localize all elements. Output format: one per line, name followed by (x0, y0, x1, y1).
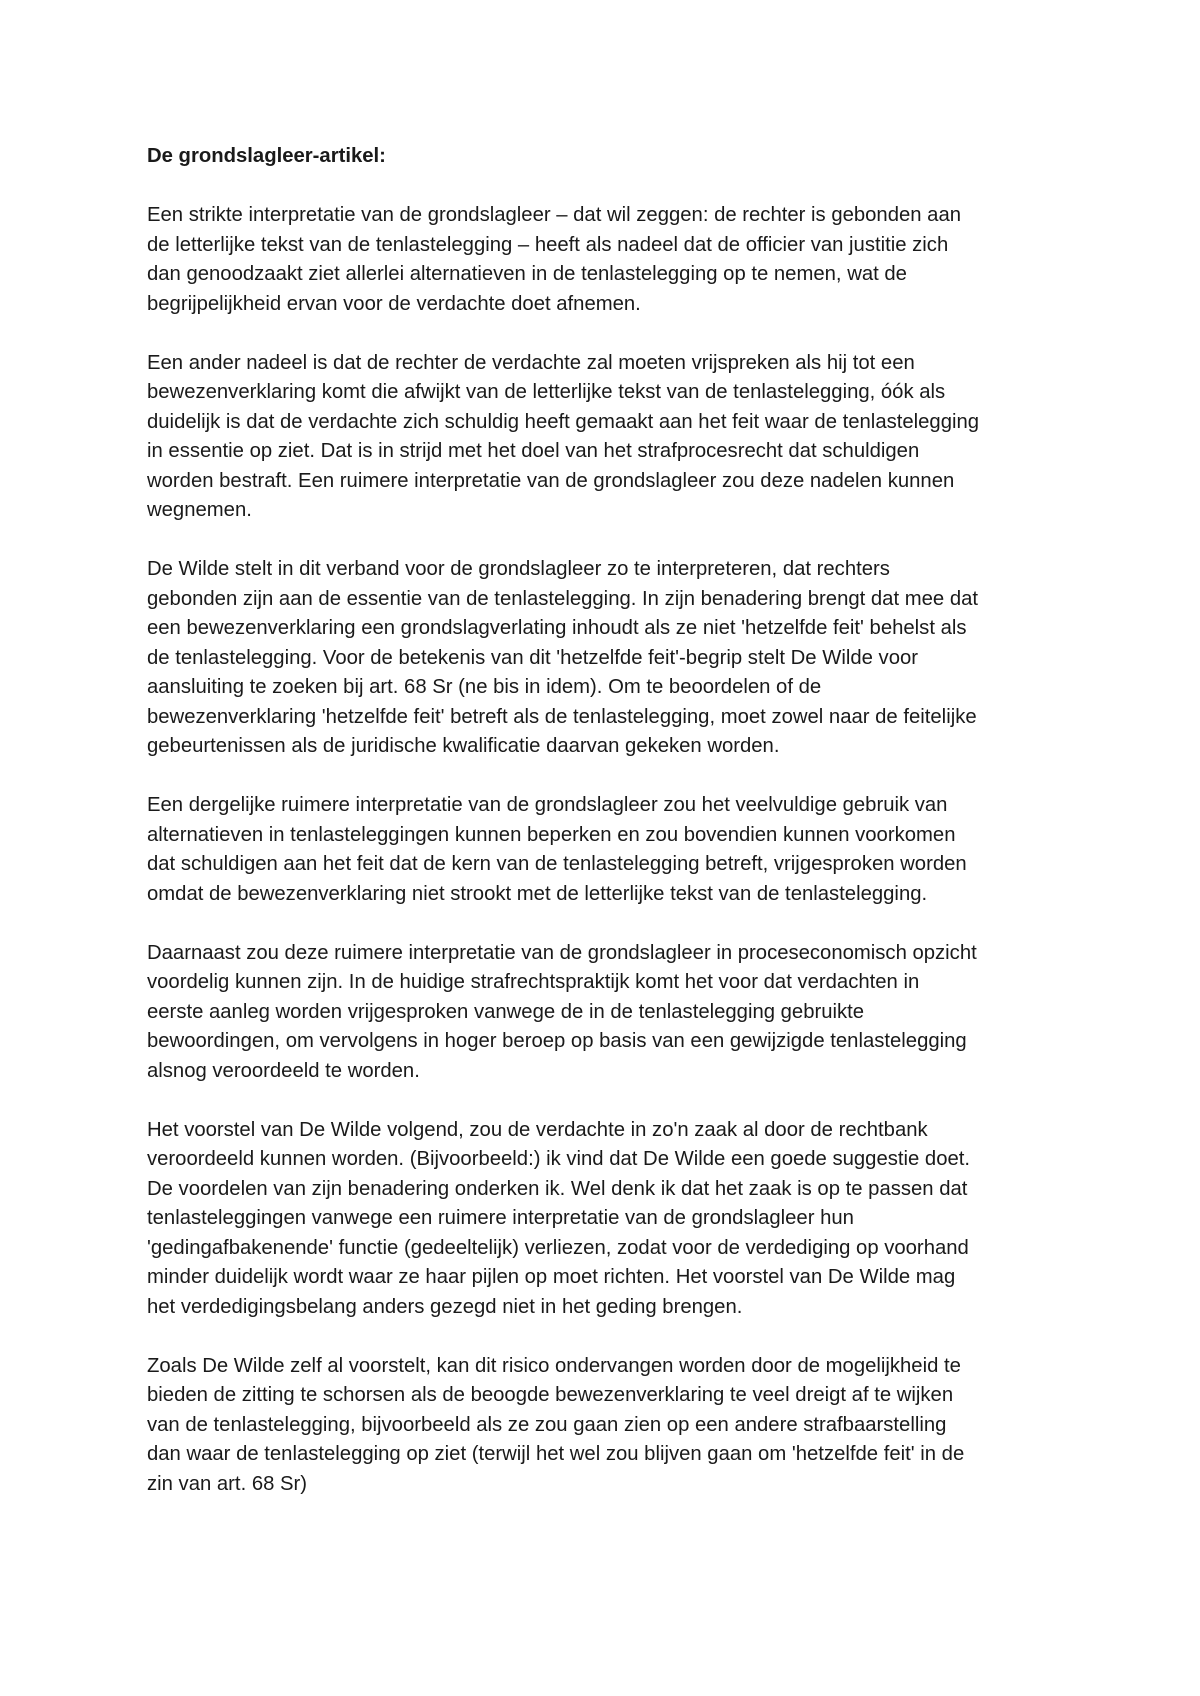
paragraph-line: het verdedigingsbelang anders gezegd niet in het geding brengen. (147, 1295, 743, 1318)
paragraph-line: bewezenverklaring komt die afwijkt van de letterlijke tekst van de tenlastelegging, óók als (147, 381, 946, 403)
paragraph-line: de letterlijke tekst van de tenlastelegging – heeft als nadeel dat de officier van justitie zich (147, 233, 949, 256)
paragraph-line: worden bestraft. Een ruimere interpretatie van de grondslagleer zou deze nadelen kunnen (147, 469, 955, 492)
paragraph-line: een bewezenverklaring een grondslagverlating inhoudt als ze niet 'hetzelfde feit' behelst als (147, 617, 967, 639)
paragraph-line: eerste aanleg worden vrijgesproken vanwege de in de tenlastelegging gebruikte (147, 1000, 865, 1023)
paragraph-line: aansluiting te zoeken bij art. 68 Sr (ne bis in idem). Om te beoordelen of de (147, 676, 822, 698)
document-heading: De grondslagleer-artikel: (147, 145, 386, 167)
paragraph-line: 'gedingafbakenende' functie (gedeeltelijk) verliezen, zodat voor de verdediging op voorhand (147, 1236, 969, 1259)
paragraph-line: in essentie op ziet. Dat is in strijd met het doel van het strafprocesrecht dat schuldigen (147, 440, 920, 462)
paragraph-line: duidelijk is dat de verdachte zich schuldig heeft gemaakt aan het feit waar de tenlastelegging (147, 410, 980, 433)
paragraph (147, 791, 1077, 909)
paragraph-list (147, 201, 1077, 1499)
paragraph-line: bewoordingen, om vervolgens in hoger beroep op basis van een gewijzigde tenlastelegging (147, 1030, 967, 1052)
paragraph-line: zin van art. 68 Sr) (147, 1472, 308, 1495)
paragraph-line: begrijpelijkheid ervan voor de verdachte doet afnemen. (147, 292, 641, 315)
paragraph-line: Zoals De Wilde zelf al voorstelt, kan dit risico ondervangen worden door de mogelijkheid te (147, 1354, 961, 1377)
paragraph (147, 201, 1077, 319)
paragraph (147, 555, 1077, 762)
paragraph-line: bieden de zitting te schorsen als de beoogde bewezenverklaring te veel dreigt af te wijken (147, 1384, 954, 1406)
paragraph-line: gebonden zijn aan de essentie van de tenlastelegging. In zijn benadering brengt dat mee dat (147, 587, 979, 610)
paragraph-line: de tenlastelegging. Voor de betekenis van dit 'hetzelfde feit'-begrip stelt De Wilde voor (147, 646, 919, 669)
paragraph-line: minder duidelijk wordt waar ze haar pijlen op moet richten. Het voorstel van De Wilde mag (147, 1266, 956, 1288)
paragraph-line: veroordeeld kunnen worden. (Bijvoorbeeld:) ik vind dat De Wilde een goede suggestie doet. (147, 1148, 971, 1170)
paragraph-line: alternatieven in tenlasteleggingen kunnen beperken en zou bovendien kunnen voorkomen (147, 823, 956, 846)
paragraph-line: dat schuldigen aan het feit dat de kern van de tenlastelegging betreft, vrijgesproken worden (147, 853, 967, 875)
paragraph (147, 1116, 1077, 1323)
paragraph-line: bewezenverklaring 'hetzelfde feit' betreft als de tenlastelegging, moet zowel naar de feitelijke (147, 705, 977, 728)
paragraph-line: Een strikte interpretatie van de grondslagleer – dat wil zeggen: de rechter is gebonden aan (147, 204, 962, 226)
paragraph-line: van de tenlastelegging, bijvoorbeeld als ze zou gaan zien op een andere strafbaarstelling (147, 1413, 947, 1436)
paragraph-line: Het voorstel van De Wilde volgend, zou de verdachte in zo'n zaak al door de rechtbank (147, 1118, 928, 1141)
paragraph-line: tenlasteleggingen vanwege een ruimere interpretatie van de grondslagleer hun (147, 1207, 854, 1229)
paragraph-line: gebeurtenissen als de juridische kwalificatie daarvan gekeken worden. (147, 735, 780, 757)
paragraph (147, 349, 1077, 526)
paragraph-line: Een ander nadeel is dat de rechter de verdachte zal moeten vrijspreken als hij tot een (147, 351, 915, 374)
paragraph-line: De voordelen van zijn benadering onderken ik. Wel denk ik dat het zaak is op te passen dat (147, 1177, 968, 1200)
paragraph-line: voordelig kunnen zijn. In de huidige strafrechtspraktijk komt het voor dat verdachten in (147, 971, 920, 993)
paragraph (147, 939, 1077, 1087)
paragraph-line: dan waar de tenlastelegging op ziet (terwijl het wel zou blijven gaan om 'hetzelfde feit' in de (147, 1443, 965, 1465)
paragraph-line: wegnemen. (147, 499, 252, 521)
paragraph-line: alsnog veroordeeld te worden. (147, 1059, 420, 1082)
paragraph (147, 1352, 1077, 1500)
paragraph-line: dan genoodzaakt ziet allerlei alternatieven in de tenlastelegging op te nemen, wat de (147, 263, 907, 285)
paragraph-line: Een dergelijke ruimere interpretatie van de grondslagleer zou het veelvuldige gebruik van (147, 794, 948, 816)
paragraph-line: omdat de bewezenverklaring niet strookt met de letterlijke tekst van de tenlastelegging. (147, 882, 928, 905)
document-body (147, 142, 1077, 1529)
paragraph-line: Daarnaast zou deze ruimere interpretatie van de grondslagleer in proceseconomisch opzicht (147, 941, 977, 964)
paragraph-line: De Wilde stelt in dit verband voor de grondslagleer zo te interpreteren, dat rechters (147, 558, 890, 580)
